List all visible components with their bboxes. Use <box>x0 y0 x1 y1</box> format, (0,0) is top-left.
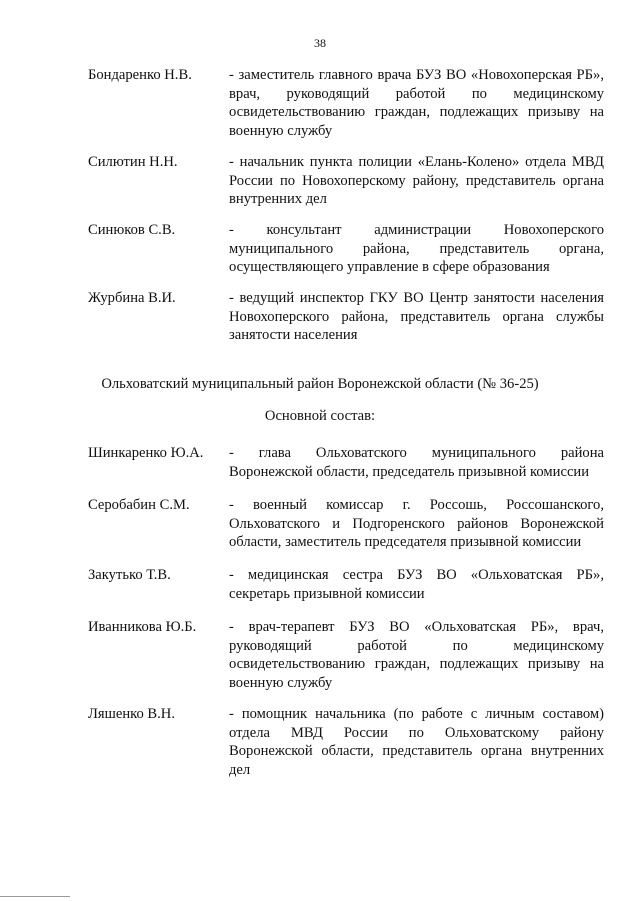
member-name: Ляшенко В.Н. <box>88 706 175 722</box>
member-name: Журбина В.И. <box>88 290 176 306</box>
member-description: - медицинская сестра БУЗ ВО «Ольховатская РБ», секретарь призывной комиссии <box>229 567 604 602</box>
page-number: 38 <box>314 36 326 50</box>
member-description: - помощник начальника (по работе с личным составом) отдела МВД России по Ольховатскому району Воронежской области, представитель органа внутренних дел <box>229 706 604 778</box>
member-entry <box>88 221 604 277</box>
section-subtitle: Основной состав: <box>264 408 376 424</box>
member-entry <box>88 618 604 692</box>
member-name: Силютин Н.Н. <box>88 154 178 170</box>
member-name: Серобабин С.М. <box>88 497 190 513</box>
member-entry <box>88 289 604 345</box>
member-entry <box>88 705 604 779</box>
member-name: Закутько Т.В. <box>88 567 171 583</box>
member-description: - консультант администрации Новохоперского муниципального района, представитель органа, осуществляющего управление в сфере образования <box>229 222 604 276</box>
member-description: - врач-терапевт БУЗ ВО «Ольховатская РБ», врач, руководящий работой по медицинскому освидетельствованию граждан, подлежащих призыву на военную службу <box>229 619 604 691</box>
scan-edge-line <box>0 896 70 897</box>
member-description: - глава Ольховатского муниципального района Воронежской области, председатель призывной комиссии <box>229 445 604 480</box>
section-title: Ольховатский муниципальный район Воронежской области (№ 36-25) <box>101 376 539 392</box>
member-description: - военный комиссар г. Россошь, Россошанского, Ольховатского и Подгоренского районов Воронежской области, заместитель председателя призывной комиссии <box>229 497 604 551</box>
member-entry <box>88 566 604 603</box>
member-name: Бондаренко Н.В. <box>88 67 192 83</box>
member-name: Шинкаренко Ю.А. <box>88 445 204 461</box>
member-entry <box>88 153 604 209</box>
member-description: - начальник пункта полиции «Елань-Колено» отдела МВД России по Новохоперскому району, представитель органа внутренних дел <box>229 154 604 208</box>
member-description: - ведущий инспектор ГКУ ВО Центр занятости населения Новохоперского района, представитель органа службы занятости населения <box>229 290 604 344</box>
member-entry <box>88 496 604 552</box>
member-description: - заместитель главного врача БУЗ ВО «Новохоперская РБ», врач, руководящий работой по медицинскому освидетельствованию граждан, подлежащих призыву на военную службу <box>229 67 604 139</box>
member-entry <box>88 66 604 140</box>
member-entry <box>88 444 604 481</box>
member-name: Синюков С.В. <box>88 222 176 238</box>
member-name: Иванникова Ю.Б. <box>88 619 197 635</box>
